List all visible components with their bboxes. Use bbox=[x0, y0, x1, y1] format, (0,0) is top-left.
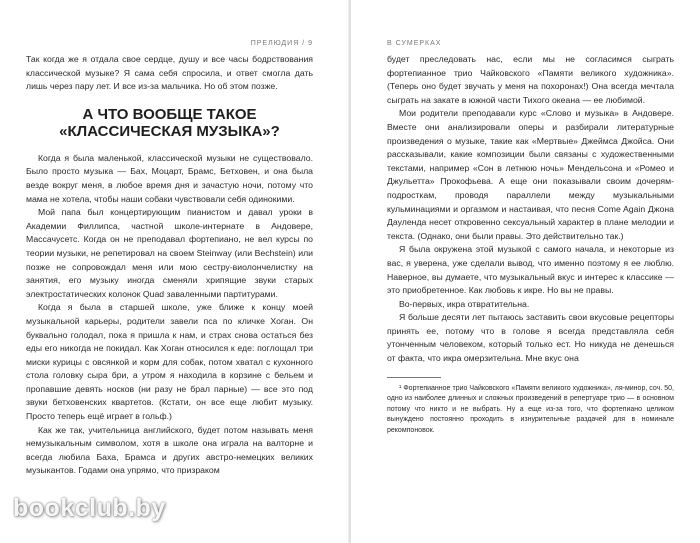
body-paragraph: Я была окружена этой музыкой с самого начала, и некоторые из вас, я уверена, уже сделали вывод, что именно поэтому я ее люблю. Наверное, вы думаете, что музыкальный вкус и интерес к классике — это приобретенное. Как любовь к икре. Но вы не правы. bbox=[387, 244, 674, 296]
footnote: ¹ Фортепианное трио Чайковского «Памяти великого художника», ля-минор, соч. 50, одно из наиболее длинных и сложных произведений в репертуаре трио — в основном потому что никто и не выбрать. Ну а еще из-за того, что фортепиано целиком вынуждено постоянно проходить в изнурительные раздачей для в номинале рекомпоновок. bbox=[387, 384, 674, 435]
body-paragraph: Как же так, учительница английского, будет потом называть меня немузыкальным символом, хотя в школе она играла на валторне и всегда любила Баха, Брамса и других австро-немецких великих музыкантов. Годами она упрямо, что призраком bbox=[26, 424, 313, 476]
left-page bbox=[0, 0, 349, 543]
right-page-text bbox=[387, 53, 674, 437]
section-heading bbox=[26, 106, 313, 140]
running-head-left: ПРЕЛЮДИЯ / 9 bbox=[250, 40, 313, 47]
intro-paragraph: Так когда же я отдала свое сердце, душу и все часы бодрствования классической музыке? Я сама себя спросила, и ответ смогла дать лишь через пару лет. И все из-за мальчика. Но об этом позже. bbox=[26, 54, 313, 92]
section-heading-line-1: А ЧТО ВООБЩЕ ТАКОЕ bbox=[82, 105, 257, 123]
body-paragraph: Во-первых, икра отвратительна. bbox=[399, 298, 530, 309]
body-paragraph: будет преследовать нас, если мы не согласимся сыграть фортепианное трио Чайковского «Памяти великого художника». (Теперь оно будет звучать у меня на похоронах!) Она всегда мечтала сыграть на закате в южной части Тихого океана — ее любимой. bbox=[387, 54, 674, 105]
body-paragraph: Я больше десяти лет пытаюсь заставить свои вкусовые рецепторы принять ее, потому что в голове я всегда представляла себя утонченным человеком, который только ест. Но никуда не денешься от факта, что икра омерзительна. Мне вкус она bbox=[387, 312, 674, 364]
left-page-text bbox=[26, 53, 313, 478]
footnote-rule bbox=[387, 377, 441, 378]
body-paragraph: Мои родители преподавали курс «Слово и музыка» в Андовере. Вместе они анализировали оперы и разбирали литературные произведения о музыке, такие как «Мертвые» Джеймса Джойса. Они рассказывали, какие композиции были связаны с художественными текстами, например «Сон в летнюю ночь» Мендельсона и «Ромео и Джульетта» Прокофьева. А еще они показывали своим дочерям-подросткам, проводя параллели между музыкальными кульминациями и оргазмом и настаивая, что песня Come Again Джона Дауленда несет откровенно сексуальный характер в плане мелодии и текста. (Однако, они были правы. Это действительно так.) bbox=[387, 108, 674, 241]
right-page bbox=[351, 0, 700, 543]
body-paragraph: Когда я была в старшей школе, уже ближе к концу моей музыкальной карьеры, родители завели пса по кличке Хоган. Он буквально голодал, пока я пришла к нам, и страх снова остаться без еды его никогда не покидал. Как Хоган относился к еде: поглощал три миски курицы с овсянкой и корм для собак, потом хватал с кухонного стола головку сыра бри, а утром я находила в корзине с бельем и пропавшие девять носков (ни разу не брал парные) — все это под звуки бетховенских квартетов. (Кстати, он все еще любит музыку. Просто теперь ещё играет в гольф.) bbox=[26, 302, 313, 422]
body-paragraph: Когда я была маленькой, классической музыки не существовало. Было просто музыка — Бах, Моцарт, Брамс, Бетховен, и она была везде вокруг меня, в любое время дня и зачастую ночи, потому что мама не хотела, чтобы наши собаки чувствовали себя одинокими. bbox=[26, 152, 313, 204]
running-head-right: В СУМЕРКАХ bbox=[387, 40, 442, 47]
body-paragraph: Мой папа был концертирующим пианистом и давал уроки в Академии Филлипса, частной школе-интернате в Андовере, Массачусетс. Когда он не преподавал фортепиано, не вел курсы по теории музыки, не репетировал на своем Steinway (или Bechstein) или позже не сопровождал меня или мою сестру-виолончелистку на занятия, его музыку иногда сменяли хрипящие звуки старых электростатических колонок Quad заваленными партитурами. bbox=[26, 207, 313, 299]
section-heading-line-2: «КЛАССИЧЕСКАЯ МУЗЫКА»? bbox=[59, 122, 280, 140]
watermark-logo: bookclub.by bbox=[13, 494, 166, 522]
